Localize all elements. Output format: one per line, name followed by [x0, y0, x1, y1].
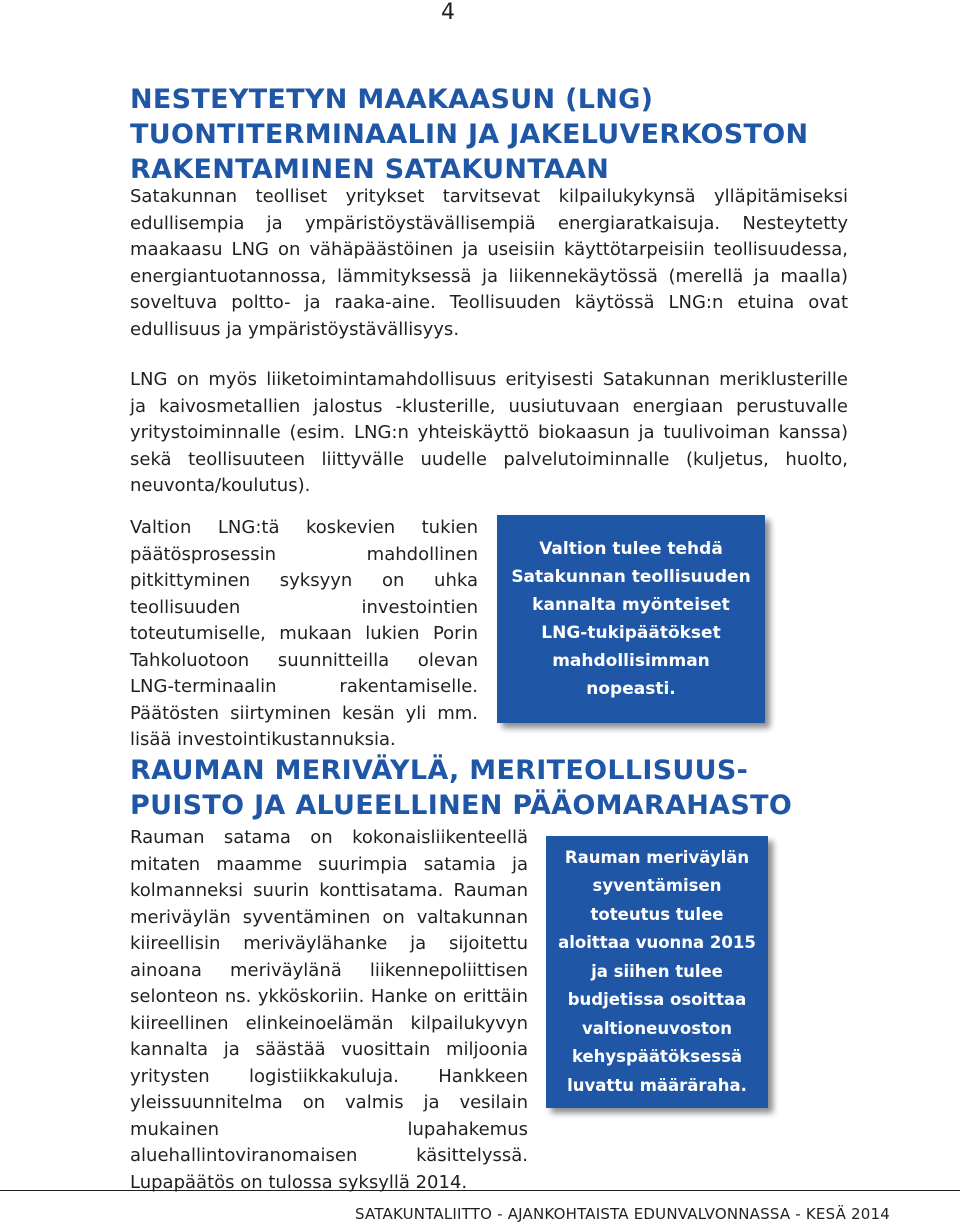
lng-paragraph-2: LNG on myös liiketoimintamahdollisuus erityisesti Satakunnan meriklusterille ja kaivosmetallien jalostus -klusterille, uusiutuvaan energiaan perustuvalle yritystoiminnalle (esim. LNG:n yhteiskäyttö biokaasun ja tuulivoiman kanssa) sekä teollisuuteen liittyvälle uudelle palvelutoiminnalle (kuljetus, huolto, neuvonta/koulutus). — [130, 369, 848, 496]
page-number: 4 — [441, 0, 455, 25]
footer-text: SATAKUNTALIITTO - AJANKOHTAISTA EDUNVALVONNASSA - KESÄ 2014 — [355, 1205, 890, 1223]
heading-line: TUONTITERMINAALIN JA JAKELUVERKOSTON — [130, 119, 809, 150]
heading-line: NESTEYTETYN MAAKAASUN (LNG) — [130, 84, 654, 115]
rauma-callout-text: Rauman meriväylän syventämisen toteutus tulee aloittaa vuonna 2015 ja siihen tulee budjetissa osoittaa valtioneuvoston kehyspäätöksessä luvattu määräraha. — [558, 847, 756, 1095]
footer-divider — [0, 1190, 960, 1191]
lng-paragraph-3: Valtion LNG:tä koskevien tukien päätösprosessin mahdollinen pitkittyminen syksyyn on uhka teollisuuden investointien toteutumiselle, mukaan lukien Porin Tahkoluotoon suunnitteilla olevan LNG-terminaalin rakentamiselle. Päätösten siirtyminen kesän yli mm. lisää investointikustannuksia. — [130, 517, 478, 750]
heading-line: PUISTO JA ALUEELLINEN PÄÄOMARAHASTO — [130, 790, 793, 821]
rauma-paragraph: Rauman satama on kokonaisliikenteellä mitaten maamme suurimpia satamia ja kolmanneksi suurin konttisatama. Rauman meriväylän syventäminen on valtakunnan kiireellisin meriväylähanke ja sijoitettu ainoana meriväylänä liikennepoliittisen selonteon ns. ykköskoriin. Hanke on erittäin kiireellinen elinkeinoelämän kilpailukyvyn kannalta ja säästää vuosittain miljoonia yritysten logistiikkakuluja. Hankkeen yleissuunnitelma on valmis ja vesilain mukainen lupahakemus aluehallintoviranomaisen käsittelyssä. Lupapäätös on tulossa syksyllä 2014. — [130, 827, 528, 1193]
heading-line: RAKENTAMINEN SATAKUNTAAN — [130, 154, 610, 185]
section-heading-lng — [130, 82, 850, 187]
lng-callout-box — [497, 515, 765, 723]
lng-paragraph-1: Satakunnan teolliset yritykset tarvitsevat kilpailukykynsä ylläpitämiseksi edullisempia ja ympäristöystävällisempiä energiaratkaisuja. Nesteytetty maakaasu LNG on vähäpäästöinen ja useisiin käyttötarpeisiin teollisuudessa, energiantuotannossa, lämmityksessä ja liikennekäytössä (merellä ja maalla) soveltuva poltto- ja raaka-aine. Teollisuuden käytössä LNG:n etuina ovat edullisuus ja ympäristöystävällisyys. — [130, 186, 848, 340]
section-heading-rauma — [130, 753, 890, 823]
heading-line: RAUMAN MERIVÄYLÄ, MERITEOLLISUUS- — [130, 755, 749, 786]
lng-callout-text: Valtion tulee tehdä Satakunnan teollisuuden kannalta myönteiset LNG-tukipäätökset mahdollisimman nopeasti. — [511, 539, 751, 699]
rauma-callout-box — [546, 836, 768, 1108]
